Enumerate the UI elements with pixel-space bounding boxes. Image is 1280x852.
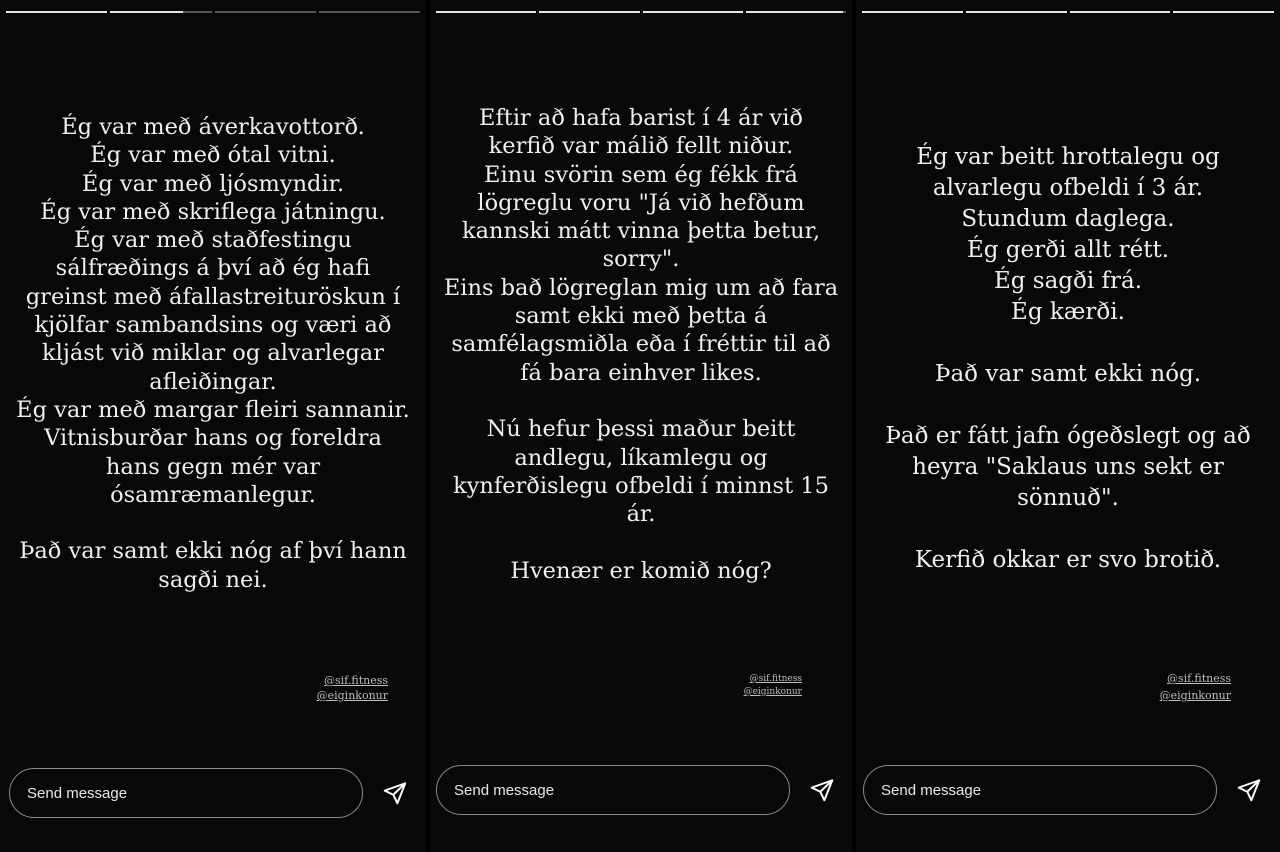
progress-segment	[539, 11, 639, 13]
mention-link[interactable]: @eiginkonur	[316, 689, 388, 702]
mention-link[interactable]: @sif.fitness	[324, 674, 388, 687]
progress-segment	[746, 11, 846, 13]
send-button[interactable]	[379, 777, 411, 809]
story-panel-2[interactable]	[430, 0, 852, 852]
send-message-input[interactable]	[863, 765, 1217, 815]
send-button[interactable]	[806, 774, 838, 806]
mention-link[interactable]: @eiginkonur	[743, 687, 802, 697]
send-button[interactable]	[1233, 774, 1265, 806]
story-text: Ég var með áverkavottorð. Ég var með ótal vitni. Ég var með ljósmyndir. Ég var með skriflega játningu. Ég var með staðfestingu sálfræðings á því að ég hafi greinst með áfallastreituröskun í kjölfar sambandsins og væri að kljást við miklar og alvarlegar afleiðingar. Ég var með margar fleiri sannanir. Vitnisburðar hans og foreldra hans gegn mér var ósamræmanlegur. Það var samt ekki nóg af því hann sagði nei.	[16, 114, 410, 593]
progress-segment	[319, 11, 420, 13]
progress-segment	[966, 11, 1067, 13]
story-text: Eftir að hafa barist í 4 ár við kerfið var málið fellt niður. Einu svörin sem ég fékk frá lögreglu voru "Já við hefðum kannski mátt vinna þetta betur, sorry". Eins bað lögreglan mig um að fara samt ekki með þetta á samfélagsmiðla eða í fréttir til að fá bara einhver likes. Nú hefur þessi maður beitt andlegu, líkamlegu og kynferðislegu ofbeldi í minnst 15 ár. Hvenær er komið nóg?	[443, 105, 839, 584]
progress-segment	[6, 11, 107, 13]
story-text: Ég var beitt hrottalegu og alvarlegu ofbeldi í 3 ár. Stundum daglega. Ég gerði allt rétt. Ég sagði frá. Ég kærði. Það var samt ekki nóg. Það er fátt jafn ógeðslegt og að heyra "Saklaus uns sekt er sönnuð". Kerfið okkar er svo brotið.	[885, 144, 1251, 573]
progress-segment	[1173, 11, 1274, 13]
story-handles	[317, 673, 388, 703]
progress-segment	[862, 11, 963, 13]
progress-segment	[1070, 11, 1171, 13]
progress-segment	[436, 11, 536, 13]
story-panel-3[interactable]	[856, 0, 1280, 852]
paper-plane-icon	[382, 780, 408, 806]
progress-segment	[110, 11, 211, 13]
story-panel-1[interactable]	[0, 0, 426, 852]
story-progress-bar	[862, 11, 1274, 14]
mention-link[interactable]: @eiginkonur	[1159, 689, 1231, 702]
story-progress-bar	[436, 11, 846, 14]
progress-segment	[643, 11, 743, 13]
paper-plane-icon	[809, 777, 835, 803]
story-handles	[1160, 670, 1231, 704]
send-message-input[interactable]	[9, 768, 363, 818]
progress-segment	[215, 11, 316, 13]
mention-link[interactable]: @sif.fitness	[1167, 672, 1231, 685]
paper-plane-icon	[1236, 777, 1262, 803]
mention-link[interactable]: @sif.fitness	[749, 674, 802, 684]
story-progress-bar	[6, 11, 420, 14]
send-message-input[interactable]	[436, 765, 790, 815]
story-handles	[744, 673, 802, 699]
